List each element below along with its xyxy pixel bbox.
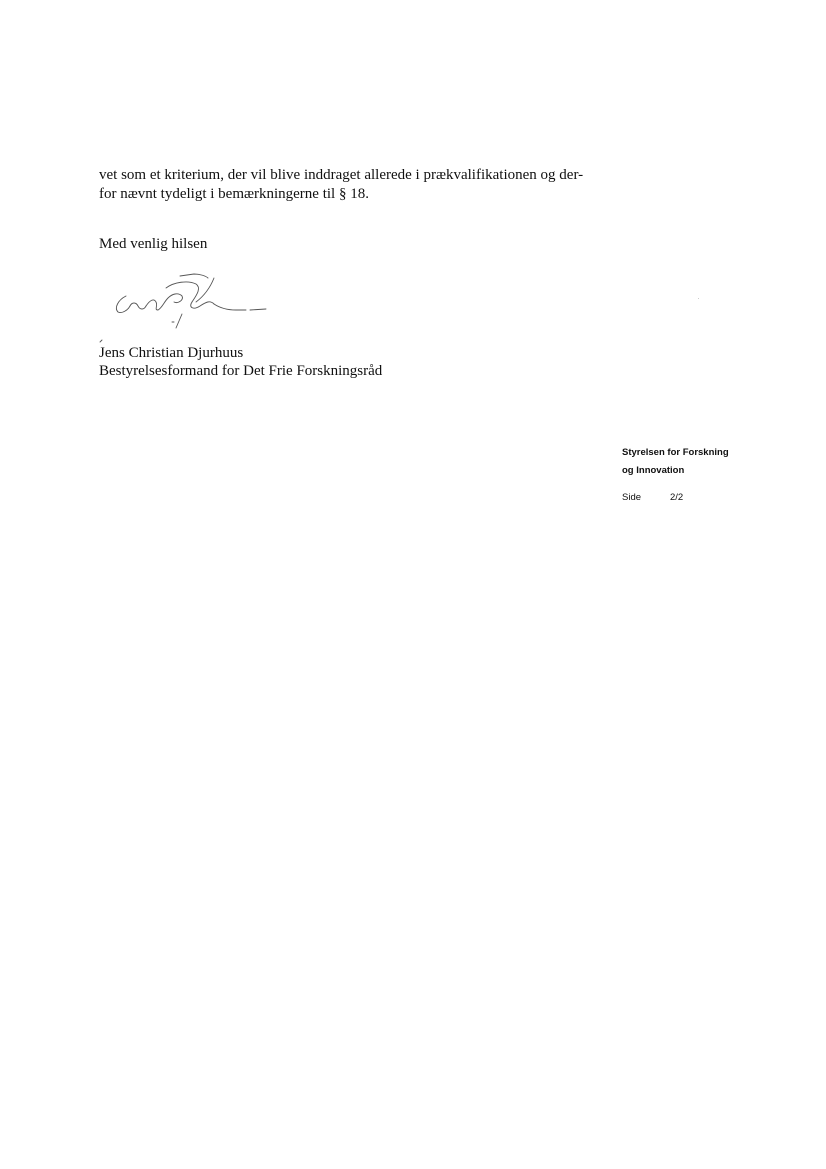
page-number-row [622,492,729,503]
body-line-2: for nævnt tydeligt i bemærkningerne til § 18. [99,186,369,202]
signer-name: Jens Christian Djurhuus [99,345,244,361]
signer-block [99,344,382,380]
body-line-1: vet som et kriterium, der vil blive inddraget allerede i prækvalifikationen og der- [99,167,584,183]
organization-name-line-2: og Innovation [622,465,685,476]
letter-body-paragraph [99,166,619,204]
signer-title: Bestyrelsesformand for Det Frie Forskningsråd [99,363,383,379]
closing-salutation: Med venlig hilsen [99,236,208,252]
organization-name-line-1: Styrelsen for Forskning [622,447,729,458]
handwritten-signature-icon [96,262,276,346]
sender-sidebar [622,444,729,503]
page-number: 2/2 [670,492,684,503]
scan-speck [698,298,699,299]
page-label: Side [622,492,642,503]
